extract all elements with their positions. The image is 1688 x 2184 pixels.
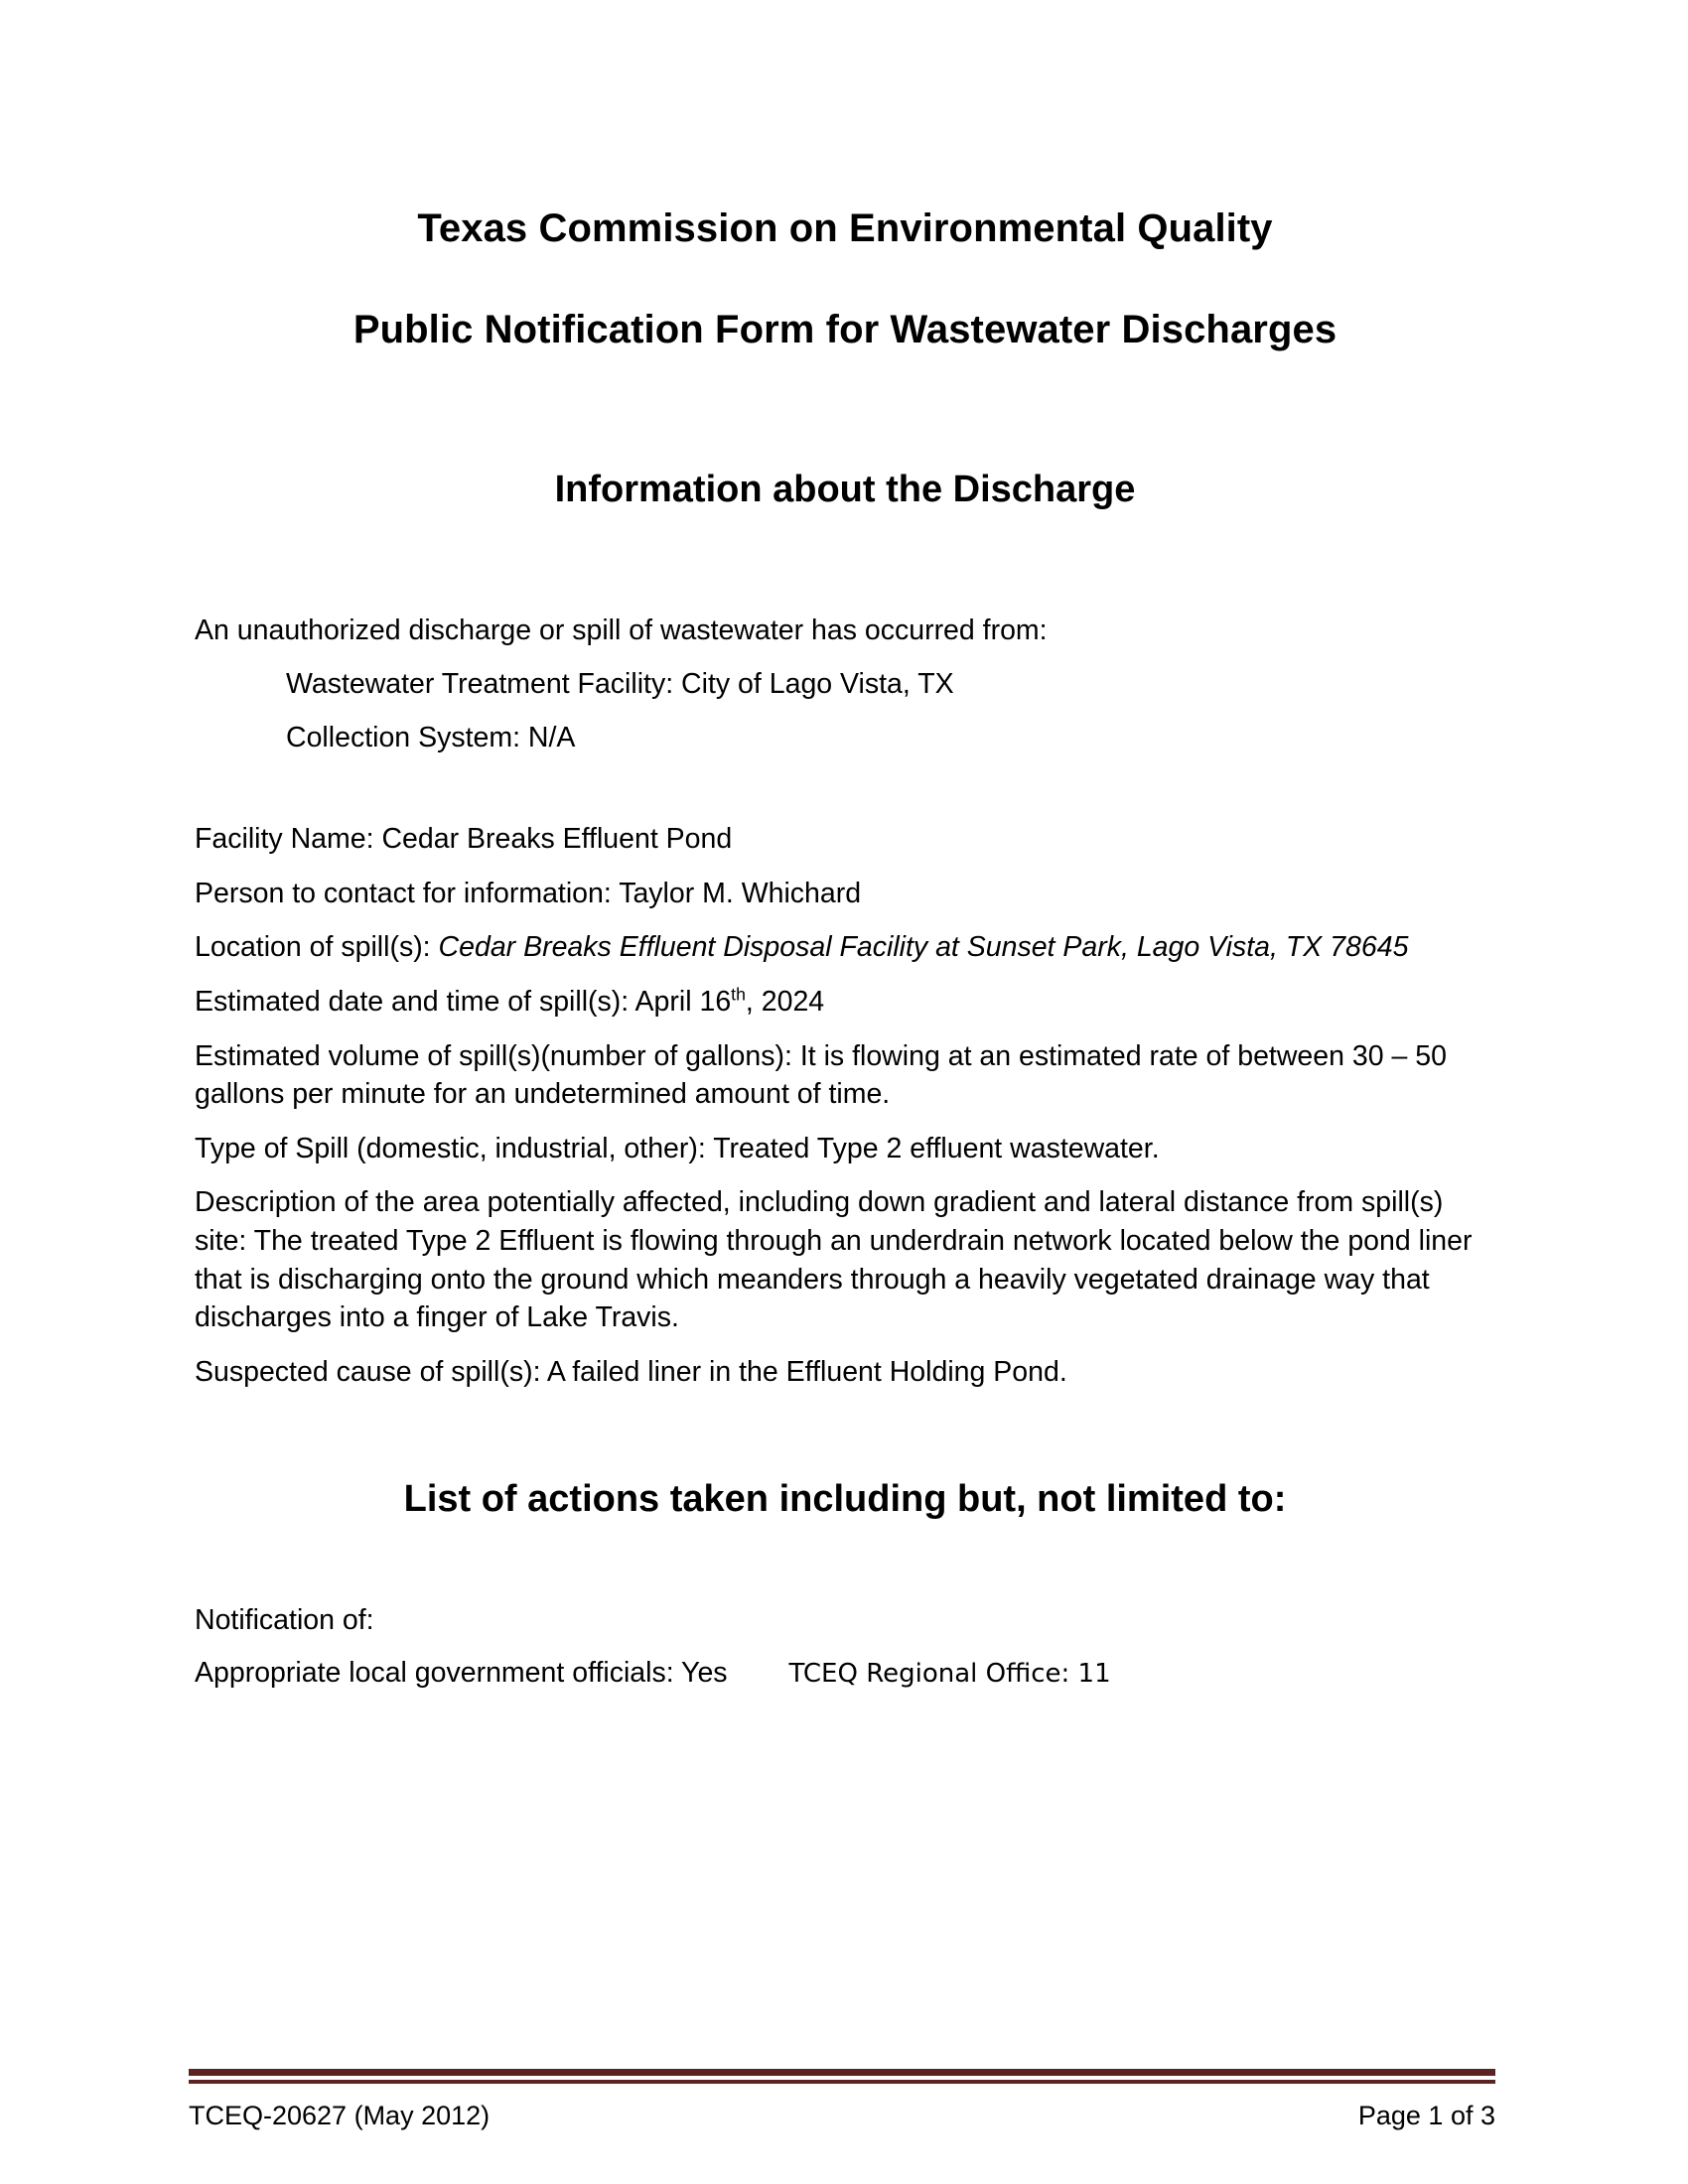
field-spill-volume-label: Estimated volume of spill(s)(number of gallons):: [195, 1039, 800, 1072]
footer-row: [189, 2084, 1495, 2131]
field-area-description-value: The treated Type 2 Effluent is flowing through an underdrain network located below the pond liner that is discharging onto the ground which meanders through a heavily vegetated drainage way that discharges into a finger of Lake Travis.: [195, 1225, 1473, 1334]
field-spill-volume: [195, 1022, 1495, 1114]
field-spill-type-value: Treated Type 2 effluent wastewater.: [713, 1132, 1160, 1164]
section-heading-discharge-info: Information about the Discharge: [554, 469, 1136, 510]
notification-recipients-row: [195, 1640, 1495, 1693]
field-suspected-cause: [195, 1337, 1495, 1392]
field-suspected-cause-value: A failed liner in the Effluent Holding Pond.: [546, 1355, 1067, 1388]
source-line-collection-system: Collection System: N/A: [286, 721, 576, 753]
field-facility-name-value: Cedar Breaks Effluent Pond: [381, 823, 733, 856]
field-spill-date-year: , 2024: [745, 986, 825, 1019]
field-spill-location: [195, 912, 1495, 967]
field-contact-person: [195, 859, 1495, 913]
field-suspected-cause-label: Suspected cause of spill(s):: [195, 1355, 547, 1388]
field-spill-date-label: Estimated date and time of spill(s): April 16: [195, 986, 732, 1019]
local-government-officials-line: Appropriate local government officials: Yes: [195, 1656, 728, 1689]
footer-rule-thick: [189, 2069, 1495, 2076]
discharge-fields: [195, 756, 1495, 1391]
discharge-lead-text: An unauthorized discharge or spill of wastewater has occurred from:: [195, 614, 1048, 647]
field-spill-volume-value: It is flowing at an estimated rate of between 30 – 50 gallons per minute for an undetermined amount of time.: [195, 1039, 1447, 1111]
field-spill-location-label: Location of spill(s):: [195, 931, 439, 964]
field-spill-date: [195, 967, 1495, 1022]
tceq-regional-office-line: TCEQ Regional Office: 11: [788, 1658, 1111, 1689]
field-facility-name-label: Facility Name:: [195, 823, 382, 856]
field-spill-type-label: Type of Spill (domestic, industrial, other):: [195, 1132, 714, 1164]
field-spill-type: [195, 1114, 1495, 1168]
field-area-description-label: Description of the area potentially affected, including down gradient and lateral distance from spill(s) site:: [195, 1186, 1444, 1258]
field-contact-person-label: Person to contact for information:: [195, 877, 620, 909]
footer-page-number: Page 1 of 3: [1357, 2101, 1495, 2130]
field-contact-person-value: Taylor M. Whichard: [619, 877, 862, 909]
form-title: Public Notification Form for Wastewater Discharges: [352, 308, 1337, 351]
field-facility-name: [195, 820, 1495, 859]
document-content: [195, 0, 1495, 1692]
footer-form-number: TCEQ-20627 (May 2012): [189, 2101, 491, 2130]
source-line-treatment-facility: Wastewater Treatment Facility: City of Lago Vista, TX: [286, 668, 954, 700]
field-area-description: [195, 1167, 1495, 1336]
section-heading-actions-taken: List of actions taken including but, not limited to:: [403, 1477, 1287, 1520]
field-spill-location-value: Cedar Breaks Effluent Disposal Facility at Sunset Park, Lago Vista, TX 78645: [438, 931, 1409, 964]
page-footer: [189, 2069, 1495, 2131]
agency-title: Texas Commission on Environmental Quality: [417, 206, 1273, 250]
field-spill-date-ordinal-suffix: th: [731, 984, 746, 1005]
notification-of-label: Notification of:: [195, 1603, 374, 1636]
notification-block: [195, 1524, 1495, 1692]
